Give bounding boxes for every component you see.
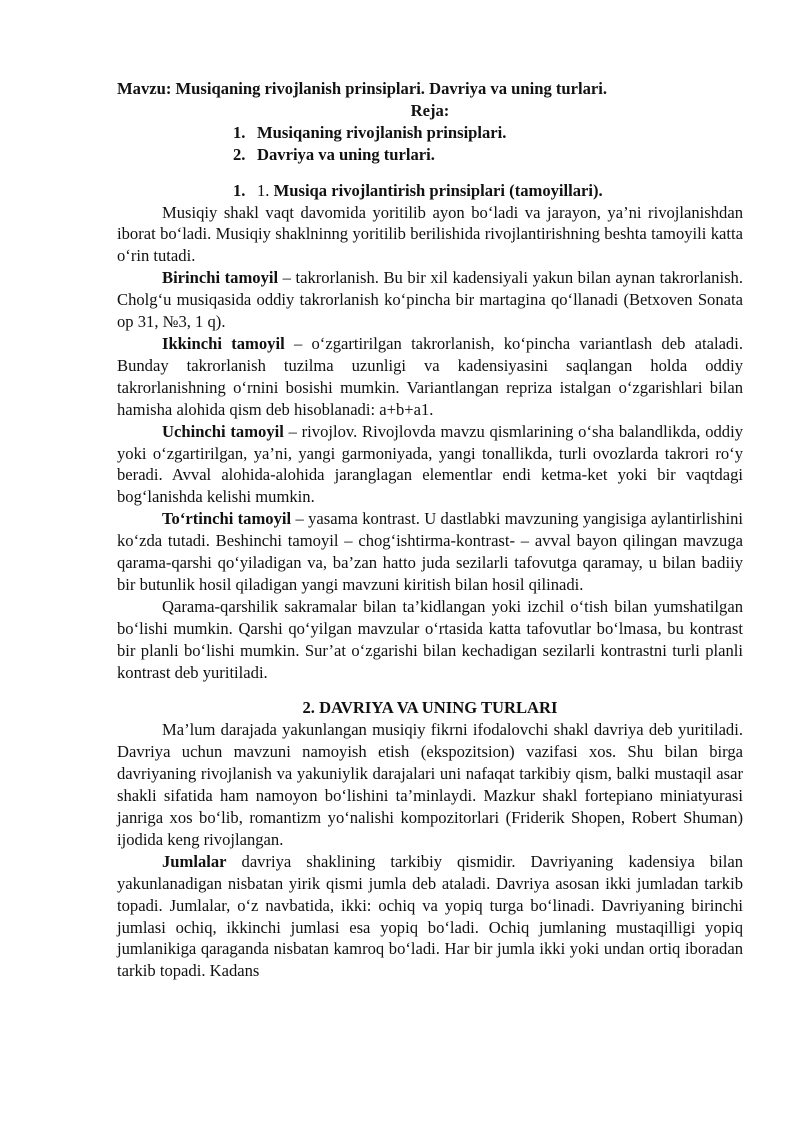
plan-item bbox=[233, 122, 743, 144]
paragraph-text: davriya shaklining tarkibiy qismidir. Davriyaning kadensiya bilan yakunlanadigan nisbatan yirik qismi jumla deb ataladi. Davriya asosan ikki jumladan tarkib topadi. Jumlalar, o‘z navbatida, ikki: ochiq va yopiq turga bo‘linadi. Davriyaning birinchi jumlasi ochiq, ikkinchi jumlasi esa yopiq bo‘ladi. Ochiq jumlaning mustaqilligi yopiq jumlanikiga qaraganda nisbatan kamroq bo‘ladi. Har bir jumla ikki yoki undan ortiq iboradan tarkib topadi. Kadans bbox=[117, 851, 743, 981]
paragraph bbox=[117, 267, 743, 333]
section-1-title: Musiqa rivojlantirish prinsiplari (tamoyillari). bbox=[273, 180, 603, 200]
paragraph-lead: Birinchi tamoyil bbox=[162, 268, 279, 288]
paragraph-text: – takrorlanish. Bu bir xil kadensiyali yakun bilan aynan takrorlanish. Cholg‘u musiqasida oddiy takrorlanish ko‘pincha bir martagina qo‘llanadi (Betxoven Sonata op 31, №3, 1 q). bbox=[117, 268, 743, 332]
paragraph-text: Ma’lum darajada yakunlangan musiqiy fikrni ifodalovchi shakl davriya deb yuritiladi. Davriya uchun mavzuni namoyish etish (ekspozitsion) vazifasi xos. Shu bilan birga davriyaning rivojlanish va yakuniylik darajalari uni nafaqat tarkibiy qism, balki mustaqil asar shakli sifatida ham namoyon bo‘lishini ta’minlaydi. Mazkur shakl fortepiano miniatyurasi janriga xos bo‘lib, romantizm yo‘nalishi kompozitorlari (Friderik Shopen, Robert Shuman) ijodida keng rivojlangan. bbox=[117, 720, 743, 849]
plan-item-text: Musiqaning rivojlanish prinsiplari. bbox=[257, 122, 507, 142]
plan-list bbox=[117, 122, 743, 166]
paragraph bbox=[117, 202, 743, 268]
section-1-heading bbox=[117, 180, 743, 202]
paragraph bbox=[117, 508, 743, 596]
paragraph-lead: To‘rtinchi tamoyil bbox=[162, 509, 292, 529]
paragraph bbox=[117, 851, 743, 982]
paragraph-text: – o‘zgartirilgan takrorlanish, ko‘pincha variantlash deb ataladi. Bunday takrorlanish tuzilma uzunligi va kadensiyasini saqlangan holda oddiy takrorlanishning o‘rnini bosishi mumkin. Variantlangan repriza istalgan o‘zgarishlari bilan hamisha alohida qism deb hisoblanadi: a+b+a1. bbox=[117, 333, 743, 419]
plan-item-number: 1. bbox=[233, 122, 246, 142]
paragraph-lead: Ikkinchi tamoyil bbox=[162, 333, 285, 353]
paragraph-text: Qarama-qarshilik sakramalar bilan ta’kidlangan yoki izchil o‘tish bilan yumshatilgan bo‘lishi mumkin. Qarshi qo‘yilgan mavzular o‘rtasida katta tafovutlar bo‘lmasa, bu kontrast bir planli bo‘lishi mumkin. Sur’at o‘zgarishi bilan kechadigan sezilarli kontrastni turli planli kontrast deb yuritiladi. bbox=[117, 596, 743, 682]
paragraph bbox=[117, 421, 743, 509]
paragraph-lead: Jumlalar bbox=[162, 851, 227, 871]
paragraph-text: – rivojlov. Rivojlovda mavzu qismlarining o‘sha balandlikda, oddiy yoki o‘zgartirilgan, ya’ni, yangi garmoniyada, yangi tonallikda, turli ovozlarda takrori ro‘y beradi. Avval alohida-alohida jaranglagan elementlar endi ketma-ket yoki bir vaqtdagi bog‘lanishda kelishi mumkin. bbox=[117, 421, 743, 507]
section-2-heading: 2. DAVRIYA VA UNING TURLARI bbox=[302, 698, 558, 718]
paragraph-lead: Uchinchi tamoyil bbox=[162, 421, 284, 441]
paragraph bbox=[117, 719, 743, 850]
plan-heading: Reja: bbox=[410, 100, 450, 120]
document-page bbox=[117, 78, 743, 982]
plan-item-text: Davriya va uning turlari. bbox=[257, 144, 435, 164]
paragraph-text: – yasama kontrast. U dastlabki mavzuning yangisiga aylantirlishini ko‘zda tutadi. Beshinchi tamoyil – chog‘ishtirma-kontrast- – avval bayon qilingan mavzuga qarama-qarshi qo‘yiladigan va, ba’zan hatto juda sezilarli tafovutga qaramay, u bilan badiiy bir butunlik hosil qiladigan yangi mavzuni kiritish bilan hosil qilinadi. bbox=[117, 509, 743, 594]
section-1-number: 1. bbox=[233, 180, 246, 200]
paragraph bbox=[117, 596, 743, 684]
plan-item bbox=[233, 144, 743, 166]
section-2-body bbox=[117, 719, 743, 982]
paragraph bbox=[117, 333, 743, 421]
section-1-body bbox=[117, 202, 743, 684]
plan-item-number: 2. bbox=[233, 144, 246, 164]
paragraph-text: Musiqiy shakl vaqt davomida yoritilib ayon bo‘ladi va jarayon, ya’ni rivojlanishdan iborat bo‘ladi. Musiqiy shaklninng yoritilib berilishida rivojlantirishning beshta tamoyili katta o‘rin tutadi. bbox=[117, 202, 743, 266]
document-title: Mavzu: Musiqaning rivojlanish prinsiplari. Davriya va uning turlari. bbox=[117, 79, 608, 98]
section-1-prefix: 1. bbox=[257, 180, 274, 200]
